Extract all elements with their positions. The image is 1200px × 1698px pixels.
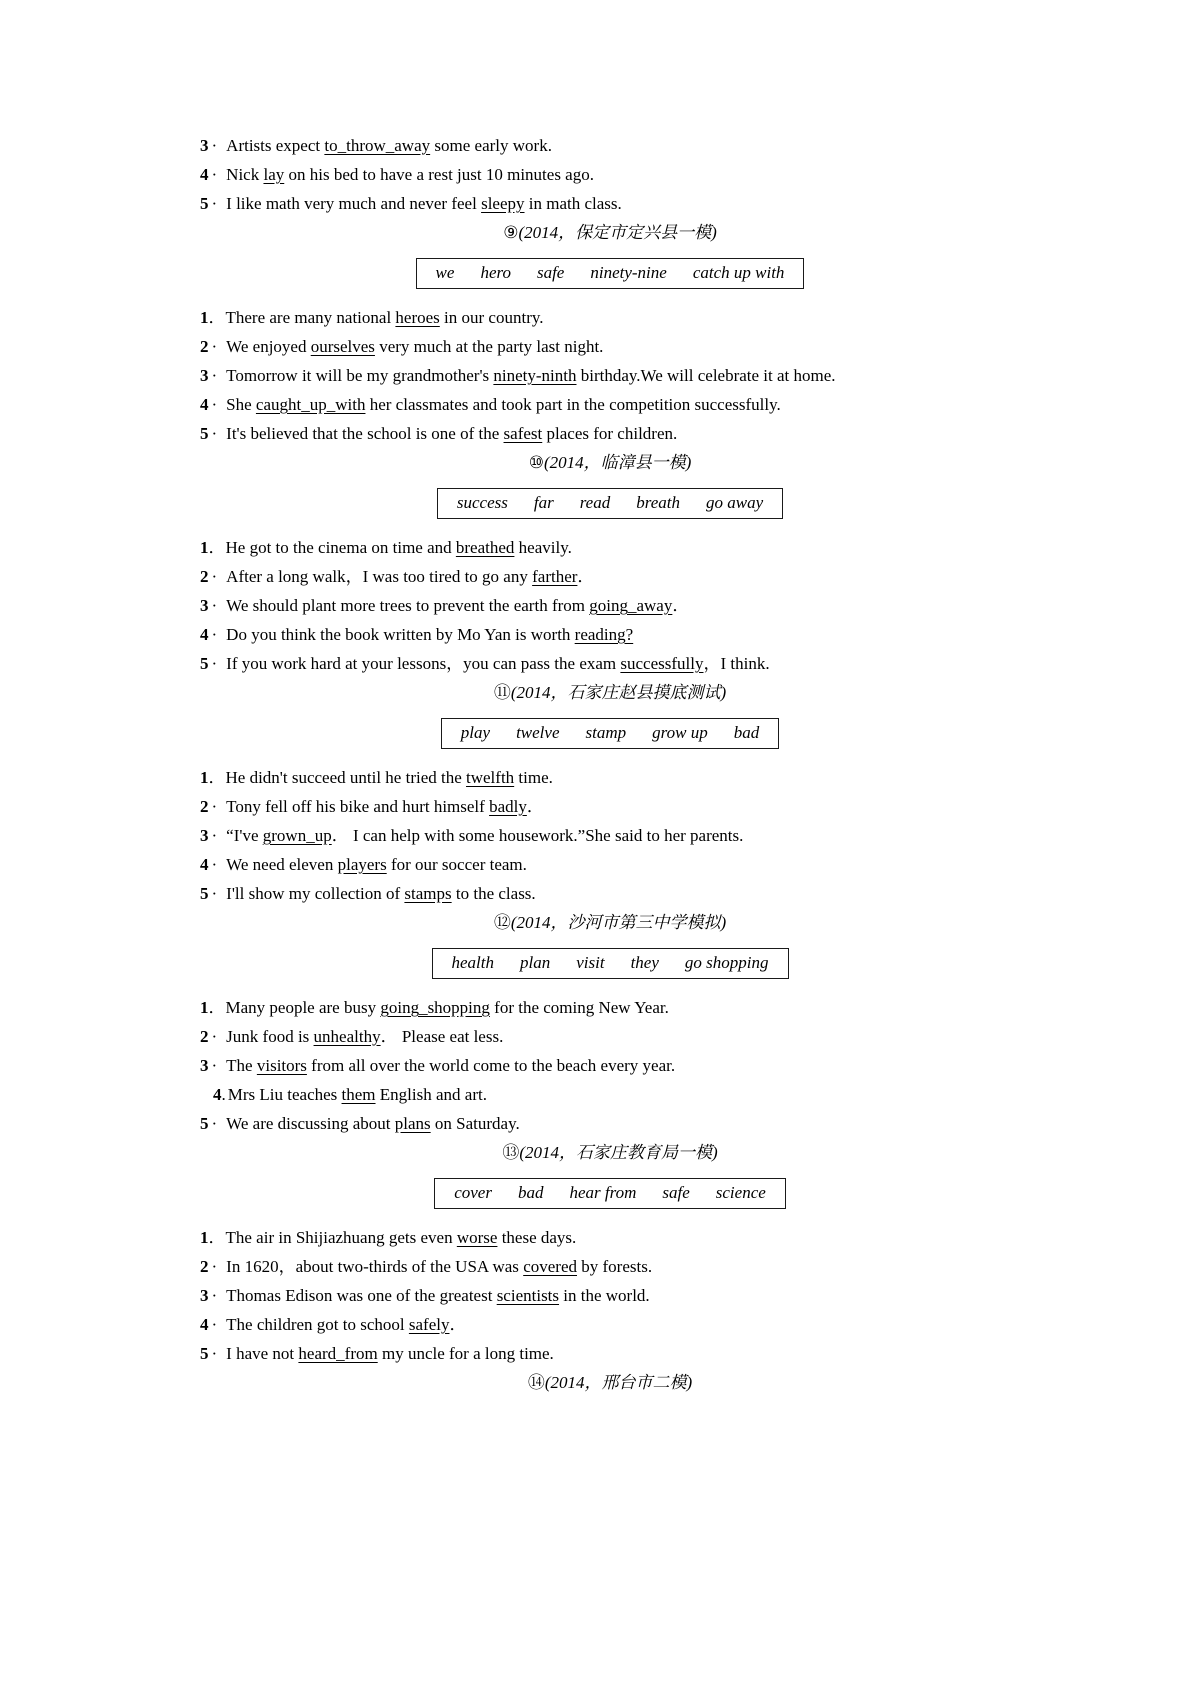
sentence	[226, 768, 553, 787]
word-bank	[432, 948, 789, 979]
exercise-item	[200, 419, 1020, 448]
exercise-item	[200, 562, 1020, 591]
text-segment: to the class.	[451, 884, 536, 903]
item-number: 1	[200, 538, 209, 557]
text-segment: “I've	[226, 826, 263, 845]
answer-blank: going_shopping	[380, 998, 490, 1017]
exercise-item	[200, 1281, 1020, 1310]
item-number: 3	[200, 136, 209, 155]
sentence	[226, 1286, 650, 1305]
text-segment: ． Please eat less.	[380, 1027, 504, 1046]
sentence	[226, 1228, 577, 1247]
text-segment: very much at the party last night.	[374, 337, 604, 356]
exercise-item	[200, 160, 1020, 189]
answer-blank: visitors	[256, 1056, 307, 1075]
word-bank-wrapper	[200, 718, 1020, 749]
text-segment: ．	[526, 797, 544, 816]
item-number: 4	[200, 395, 209, 414]
text-segment: my uncle for a long time.	[377, 1344, 554, 1363]
section-number: ⑫	[493, 913, 511, 933]
item-separator: ·	[211, 337, 218, 356]
exercise-item	[200, 390, 1020, 419]
text-segment: places for children.	[542, 424, 678, 443]
exercise-item	[200, 763, 1020, 792]
item-separator: ·	[211, 136, 218, 155]
word-option: safe	[662, 1183, 690, 1202]
text-segment: ．	[577, 567, 595, 586]
answer-blank: caught_up_with	[255, 395, 366, 414]
sentence	[226, 194, 622, 213]
text-segment: for our soccer team.	[386, 855, 527, 874]
word-option: catch up with	[692, 263, 785, 282]
item-separator: ·	[211, 1114, 218, 1133]
answer-blank: worse	[456, 1228, 498, 1247]
sentence	[226, 395, 781, 414]
section-source: (2014，邢台市二模)	[544, 1373, 693, 1392]
answer-blank: lay	[263, 165, 285, 184]
answer-blank: farther	[532, 567, 578, 586]
answer-blank: safest	[503, 424, 543, 443]
item-separator: ·	[211, 654, 218, 673]
section-number: ⑩	[528, 453, 544, 473]
exercise-item	[200, 591, 1020, 620]
word-bank-wrapper	[200, 488, 1020, 519]
sentence	[228, 1085, 487, 1104]
item-separator: ·	[211, 797, 218, 816]
text-segment: We need eleven	[226, 855, 338, 874]
item-number: 4	[200, 1315, 209, 1334]
text-segment: Tony fell off his bike and hurt himself	[226, 797, 490, 816]
item-separator: ·	[211, 855, 218, 874]
word-option: they	[630, 953, 659, 972]
exercise-item	[200, 303, 1020, 332]
text-segment: I like math very much and never feel	[226, 194, 482, 213]
text-segment: We are discussing about	[226, 1114, 395, 1133]
item-number: 5	[200, 1114, 209, 1133]
text-segment: If you work hard at your lessons，you can pass the exam	[226, 654, 621, 673]
text-segment: After a long walk，I was too tired to go any	[226, 567, 533, 586]
word-option: science	[715, 1183, 766, 1202]
item-number: 1	[200, 308, 209, 327]
exercise-item	[213, 1080, 1020, 1109]
answer-blank: badly	[489, 797, 527, 816]
word-bank	[434, 1178, 786, 1209]
item-separator: ·	[211, 424, 218, 443]
sentence	[226, 538, 572, 557]
sentence	[226, 998, 669, 1017]
answer-blank: ourselves	[310, 337, 375, 356]
sentence	[226, 855, 527, 874]
item-separator: ·	[211, 366, 218, 385]
text-segment: ．	[449, 1315, 467, 1334]
section-source: (2014，沙河市第三中学模拟)	[510, 913, 727, 932]
sentence	[226, 884, 536, 903]
item-number: 2	[200, 797, 209, 816]
text-segment: I'll show my collection of	[226, 884, 405, 903]
answer-blank: them	[341, 1085, 376, 1104]
section-number: ⑨	[503, 223, 519, 243]
item-separator: ·	[211, 826, 218, 845]
word-bank	[441, 718, 779, 749]
sentence	[226, 625, 633, 644]
item-number: 5	[200, 654, 209, 673]
item-number: 1	[200, 768, 209, 787]
item-separator: ·	[211, 1315, 218, 1334]
text-segment: in math class.	[524, 194, 622, 213]
exercise-item	[200, 1051, 1020, 1080]
item-number: 2	[200, 337, 209, 356]
text-segment: some early work.	[430, 136, 552, 155]
word-option: cover	[454, 1183, 492, 1202]
item-number: 2	[200, 567, 209, 586]
item-separator: ·	[211, 625, 218, 644]
exercise-item	[200, 620, 1020, 649]
answer-blank: going_away	[589, 596, 673, 615]
text-segment: Mrs Liu teaches	[227, 1085, 342, 1104]
text-segment: on Saturday.	[430, 1114, 520, 1133]
answer-blank: ninety-ninth	[493, 366, 577, 385]
text-segment: in our country.	[439, 308, 544, 327]
word-option: health	[451, 953, 494, 972]
answer-blank: sleepy	[481, 194, 525, 213]
word-option: safe	[536, 263, 565, 282]
exercise-item	[200, 850, 1020, 879]
sentence	[226, 1056, 675, 1075]
text-segment: for the coming New Year.	[489, 998, 669, 1017]
text-segment: birthday.We will celebrate it at home.	[576, 366, 836, 385]
exercise-item	[200, 879, 1020, 908]
sentence	[226, 1344, 554, 1363]
sentence	[226, 424, 677, 443]
item-number: 5	[200, 194, 209, 213]
section-header	[200, 218, 1020, 248]
item-separator: ·	[211, 165, 218, 184]
exercise-item	[200, 792, 1020, 821]
section-header	[200, 448, 1020, 478]
text-segment: He got to the cinema on time and	[225, 538, 456, 557]
section-number: ⑬	[502, 1143, 520, 1163]
sentence	[226, 826, 743, 845]
text-segment: in the world.	[559, 1286, 650, 1305]
word-bank-wrapper	[200, 948, 1020, 979]
item-number: 5	[200, 1344, 209, 1363]
section-source: (2014，临漳县一模)	[543, 453, 692, 472]
word-option: hear from	[569, 1183, 637, 1202]
item-separator: ·	[211, 1257, 218, 1276]
section-number: ⑭	[527, 1373, 545, 1393]
text-segment: The	[226, 1056, 257, 1075]
word-bank-wrapper	[200, 258, 1020, 289]
answer-blank: safely	[408, 1315, 450, 1334]
item-separator: ．	[208, 308, 226, 327]
exercise-item	[200, 1252, 1020, 1281]
text-segment: these days.	[497, 1228, 577, 1247]
answer-blank: heard_from	[298, 1344, 378, 1363]
sentence	[226, 366, 835, 385]
text-segment: Do you think the book written by Mo Yan is worth	[226, 625, 575, 644]
item-number: 2	[200, 1257, 209, 1276]
item-number: 3	[200, 596, 209, 615]
item-number: 3	[200, 826, 209, 845]
word-option: plan	[520, 953, 551, 972]
section-header	[200, 678, 1020, 708]
sentence	[226, 308, 544, 327]
exercise-item	[200, 189, 1020, 218]
exercise-item	[200, 821, 1020, 850]
exercise-item	[200, 1022, 1020, 1051]
text-segment: We enjoyed	[226, 337, 311, 356]
exercise-item	[200, 649, 1020, 678]
sentence	[226, 1315, 466, 1334]
item-number: 5	[200, 424, 209, 443]
text-segment: In 1620，about two-thirds of the USA was	[226, 1257, 524, 1276]
sentence	[226, 1027, 503, 1046]
item-number: 3	[200, 1286, 209, 1305]
word-bank-wrapper	[200, 1178, 1020, 1209]
item-number: 3	[200, 366, 209, 385]
answer-blank: heroes	[395, 308, 440, 327]
exercise-item	[200, 131, 1020, 160]
text-segment: He didn't succeed until he tried the	[225, 768, 467, 787]
exercise-item	[200, 993, 1020, 1022]
word-option: go away	[705, 493, 764, 512]
exercise-item	[200, 332, 1020, 361]
answer-blank: twelfth	[466, 768, 515, 787]
item-number: 4	[213, 1085, 222, 1104]
word-option: bad	[517, 1183, 544, 1202]
item-number: 1	[200, 1228, 209, 1247]
section-source: (2014，保定市定兴县一模)	[518, 223, 717, 242]
section-header	[200, 1138, 1020, 1168]
word-option: grow up	[652, 723, 708, 742]
word-option: breath	[636, 493, 680, 512]
exercise-item	[200, 1109, 1020, 1138]
item-number: 5	[200, 884, 209, 903]
answer-blank: breathed	[455, 538, 515, 557]
text-segment: time.	[514, 768, 553, 787]
text-segment: The children got to school	[226, 1315, 409, 1334]
word-bank	[416, 258, 805, 289]
answer-blank: players	[337, 855, 387, 874]
item-separator: ．	[208, 538, 226, 557]
item-separator: .	[221, 1085, 226, 1104]
item-separator: ．	[208, 1228, 226, 1247]
item-separator: ·	[211, 395, 218, 414]
answer-blank: to_throw_away	[324, 136, 431, 155]
word-option: bad	[733, 723, 760, 742]
text-segment: Tomorrow it will be my grandmother's	[226, 366, 494, 385]
section-header	[200, 1368, 1020, 1398]
text-segment: ．	[672, 596, 690, 615]
exercise-item	[200, 533, 1020, 562]
exercise-item	[200, 1223, 1020, 1252]
word-bank	[437, 488, 783, 519]
answer-blank: reading?	[574, 625, 634, 644]
sentence	[226, 337, 603, 356]
section-number: ⑪	[493, 683, 511, 703]
text-segment: ． I can help with some housework.”She said to her parents.	[331, 826, 744, 845]
text-segment: Junk food is	[226, 1027, 314, 1046]
item-number: 4	[200, 165, 209, 184]
text-segment: ，I think.	[703, 654, 770, 673]
item-number: 1	[200, 998, 209, 1017]
sentence	[226, 797, 544, 816]
sentence	[226, 165, 594, 184]
sentence	[226, 596, 689, 615]
word-option: stamp	[585, 723, 627, 742]
word-option: hero	[480, 263, 511, 282]
text-segment: from all over the world come to the beach every year.	[306, 1056, 676, 1075]
word-option: visit	[576, 953, 605, 972]
section-source: (2014，石家庄赵县摸底测试)	[510, 683, 727, 702]
text-segment: Thomas Edison was one of the greatest	[226, 1286, 497, 1305]
item-separator: ·	[211, 194, 218, 213]
text-segment: her classmates and took part in the competition successfully.	[365, 395, 781, 414]
text-segment: Many people are busy	[225, 998, 381, 1017]
sentence	[226, 1257, 652, 1276]
text-segment: English and art.	[375, 1085, 487, 1104]
word-option: play	[460, 723, 491, 742]
sentence	[226, 136, 552, 155]
sentence	[226, 567, 594, 586]
text-segment: There are many national	[225, 308, 396, 327]
section-source: (2014，石家庄教育局一模)	[519, 1143, 718, 1162]
item-separator: ·	[211, 1286, 218, 1305]
item-separator: ·	[211, 1344, 218, 1363]
answer-blank: plans	[394, 1114, 431, 1133]
exercise-item	[200, 1339, 1020, 1368]
text-segment: by forests.	[577, 1257, 653, 1276]
answer-blank: scientists	[496, 1286, 560, 1305]
item-number: 3	[200, 1056, 209, 1075]
item-separator: ．	[208, 998, 226, 1017]
word-option: read	[579, 493, 611, 512]
item-number: 4	[200, 855, 209, 874]
text-segment: She	[226, 395, 256, 414]
answer-blank: covered	[523, 1257, 577, 1276]
text-segment: Nick	[226, 165, 264, 184]
answer-blank: grown_up	[262, 826, 332, 845]
exercise-item	[200, 1310, 1020, 1339]
exercise-content	[200, 131, 1020, 1398]
item-separator: ·	[211, 1027, 218, 1046]
item-separator: ·	[211, 1056, 218, 1075]
answer-blank: stamps	[404, 884, 452, 903]
item-number: 2	[200, 1027, 209, 1046]
sentence	[226, 1114, 520, 1133]
item-separator: ·	[211, 884, 218, 903]
text-segment: I have not	[226, 1344, 299, 1363]
text-segment: The air in Shijiazhuang gets even	[225, 1228, 457, 1247]
word-option: ninety-nine	[590, 263, 667, 282]
item-separator: ·	[211, 567, 218, 586]
text-segment: It's believed that the school is one of the	[226, 424, 504, 443]
word-option: go shopping	[684, 953, 769, 972]
item-number: 4	[200, 625, 209, 644]
text-segment: heavily.	[514, 538, 572, 557]
sentence	[226, 654, 769, 673]
item-separator: ．	[208, 768, 226, 787]
answer-blank: successfully	[620, 654, 704, 673]
word-option: twelve	[516, 723, 560, 742]
section-header	[200, 908, 1020, 938]
exercise-item	[200, 361, 1020, 390]
text-segment: Artists expect	[226, 136, 325, 155]
word-option: we	[435, 263, 455, 282]
text-segment: We should plant more trees to prevent the earth from	[226, 596, 590, 615]
word-option: success	[456, 493, 508, 512]
item-separator: ·	[211, 596, 218, 615]
text-segment: on his bed to have a rest just 10 minutes ago.	[284, 165, 594, 184]
word-option: far	[533, 493, 554, 512]
answer-blank: unhealthy	[313, 1027, 381, 1046]
